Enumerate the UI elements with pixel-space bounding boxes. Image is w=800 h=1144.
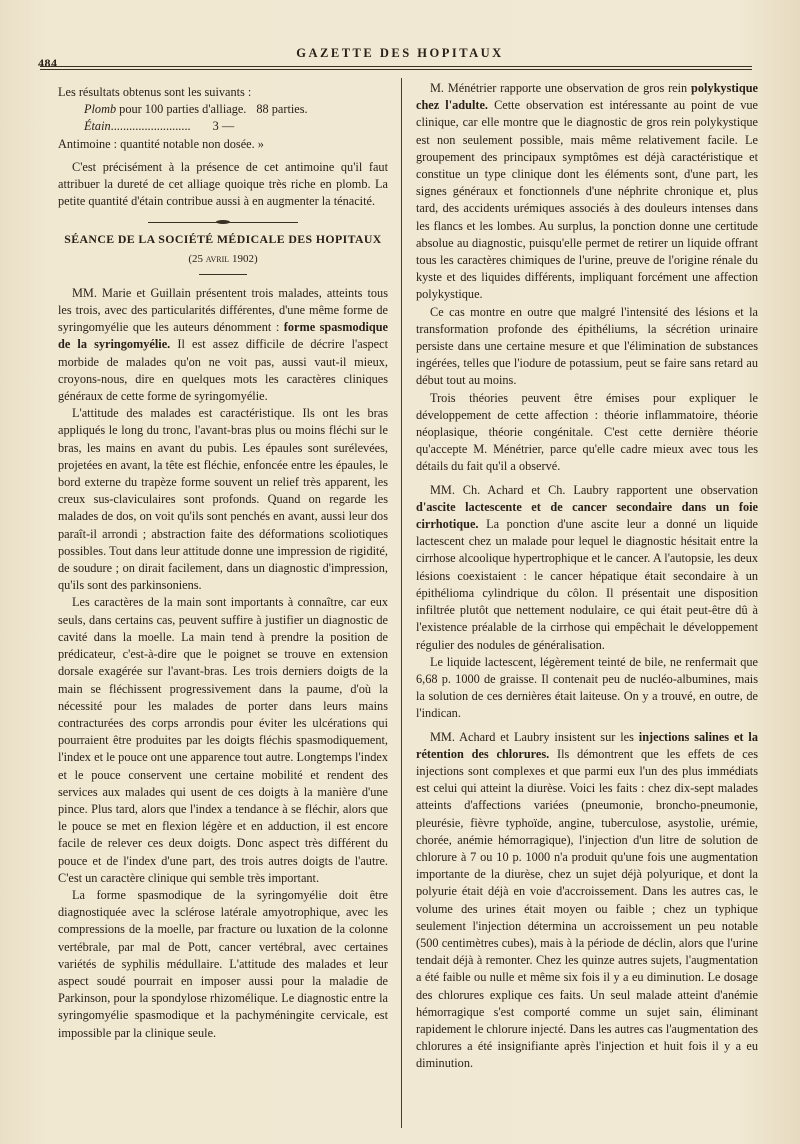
paragraph: C'est précisément à la présence de cet antimoine qu'il faut attribuer la dureté de cet alliage quoique très riche en plomb. La petite quantité d'étain contribue aussi à en augmenter la ténacité. [58, 159, 388, 209]
section-date: (25 avril 1902) [188, 252, 258, 265]
page-number: 484 [38, 56, 58, 70]
paragraph: M. Ménétrier rapporte une observation de gros rein polykystique chez l'adulte. Cette observation est intéressante au point de vue clinique, car elle montre que le diagnostic de gros rein polykystique est non seulement possible, mais même relativement facile. Le groupement des principaux symptômes est déjà caractéristique et constitue un type clinique dont les éléments sont, d'une part, les signes généraux et fonctionnels d'une néphrite chronique et, plus tard, des accidents urémiques associés à des douleurs intenses dans les flancs et les lombes. Au surplus, la ponction donne une certitude absolue au diagnostic, puisqu'elle permet de retirer un liquide offrant tous les caractères chimiques de l'urine, preuve de l'origine rénale du kyste et des liquides différents, impliquant forcément une affection polykystique. [416, 81, 758, 302]
paragraph: Antimoine : quantité notable non dosée. » [58, 136, 264, 151]
alloy-name: Étain [84, 119, 111, 134]
running-title: GAZETTE DES HOPITAUX [296, 46, 504, 60]
paragraph: MM. Ch. Achard et Ch. Laubry rapportent une observation d'ascite lactescente et de cancer secondaire dans un foie cirrhotique. La ponction d'une ascite leur a donné un liquide lactescent chez un malade pour lequel le diagnostic hésitait entre la cirrhose alcoolique hypertrophique et le cancer. A l'autopsie, les deux lésions coexistaient : le cancer hépatique était secondaire à un épithélioma cylindrique du côlon. Il présentait une disposition infiltrée plutôt que nettement nodulaire, ce qui était peut-être dû à l'existence préalable de la cirrhose qui empêchait le développement régulier des nodules de généralisation. [416, 482, 758, 652]
alloy-text: .......................... [110, 119, 191, 134]
alloy-text: pour 100 parties d'alliage. [116, 102, 247, 117]
paragraph: MM. Marie et Guillain présentent trois malades, atteints tous les trois, avec des particularités différentes, d'une même forme de syringomyélie que les auteurs dénomment : forme spasmodique de la syringomyélie. Il est assez difficile de décrire l'aspect morbide de malades qu'on ne voit pas, aussi vaut-il mieux, croyons-nous, dire en quelques mots les caractères cliniques généraux de cette forme de syringomyélie. [58, 285, 388, 404]
paragraph: La forme spasmodique de la syringomyélie doit être diagnostiquée avec la sclérose latérale amyotrophique, avec les compressions de la moelle, par fracture ou luxation de la colonne vertébrale, par mal de Pott, cancer vertébral, avec certaines variétés de syphilis médullaire. L'attitude des malades et leur aspect soudé pourrait en imposer aussi pour la maladie de Parkinson, pour la spondylose rhizomélique. Le diagnostic entre la syringomyélie spasmodique et la pachyméningite cervicale, est impossible par la clinique seule. [58, 887, 388, 1040]
paragraph: Les caractères de la main sont importants à connaître, car eux seuls, dans certains cas, peuvent suffire à justifier un diagnostic de cavité dans la moelle. La main tend à prendre la position de prédicateur, c'est-à-dire que le poignet se trouve en extension dorsale exagérée sur l'avant-bras. Les trois derniers doigts de la main se fléchissent progressivement dans la paume, d'où la nécessité pour les malades de porter dans leurs mains contracturées des corps arrondis pour éviter les ulcérations qui pourraient être produites par les doigts fléchis spasmodiquement, l'index et le pouce ont une apparence tout autre. Longtemps l'index et le pouce conservent une certaine mobilité et rendent des services aux malades qui usent de ces doigts à la manière d'une pince. Plus tard, alors que l'index a tendance à se fléchir, alors que le pouce se met en flexion légère et en adduction, il est encore facile de relever ces deux doigts. Donc aspect très différent du pouce et de l'index d'une part, des trois autres doigts de l'autre. C'est un caractère clinique qui semble très important. [58, 595, 388, 885]
paragraph: L'attitude des malades est caractéristique. Ils ont les bras appliqués le long du tronc, l'avant-bras plus ou moins fléchi sur le bras, les mains en avant du pubis. Les épaules sont surélevées, projetées en avant, la tête est fléchie, enfoncée entre les épaules, le bord externe du trapèze forme souvent un relief très apparent, les creux sus-claviculaires sont profonds. Quand on regarde les malades de dos, on voit qu'ils sont penchés en avant, aussi leur dos paraît-il arrondi ; abstraction faite des déformations scoliotiques possibles. Tout dans leur attitude donne une impression de rigidité, de soudure ; on dirait facilement, dans un diagnostic d'impression, qu'ils sont des parkinsoniens. [58, 406, 388, 593]
header-rule [40, 66, 752, 67]
section-title: SÉANCE DE LA SOCIÉTÉ MÉDICALE DES HOPITAUX [64, 232, 382, 247]
alloy-value: 3 — [212, 119, 235, 134]
column-divider [401, 78, 402, 1128]
alloy-line-lead [84, 101, 388, 118]
section-rule [199, 274, 247, 275]
right-column [416, 80, 758, 1073]
paragraph: Trois théories peuvent être émises pour expliquer le développement de cette affection : théorie inflammatoire, théorie néoplasique, théorie congénitale. C'est cette dernière théorie qu'accepte M. Ménétrier, parce qu'elle cadre mieux avec tous les détails du fait qu'il a observé. [416, 390, 758, 474]
alloy-value: 88 parties. [256, 102, 308, 117]
paragraph: Le liquide lactescent, légèrement teinté de bile, ne renfermait que 6,68 p. 1000 de graisse. Il contenait peu de nucléo-albumines, mais la solution de ces dernières était laiteuse. On y a trouvé, en outre, de l'indican. [416, 654, 758, 721]
alloy-name: Plomb [84, 102, 117, 117]
alloy-line-tin [84, 118, 388, 135]
section-separator-ornament [148, 222, 298, 223]
paragraph: MM. Achard et Laubry insistent sur les injections salines et la rétention des chlorures. Ils démontrent que les effets de ces injections sont complexes et que parmi eux l'un des plus immédiats est celui qui atteint la diurèse. Voici les faits : chez dix-sept malades atteints d'affections variées (pneumonie, broncho-pneumonie, pleurésie, fièvre typhoïde, angine, tuberculose, asystolie, urémie, chorée, anémie hémorragique), l'injection d'un litre de solution de chlorure à 7 ou 10 p. 1000 n'a produit qu'une fois une augmentation importante de la diurèse, chez un sujet déjà polyurique, et dont la polyurie était déjà en voie d'accroissement. Dans les autres cas, le volume des urines était moyen ou faible ; chez un typhique seulement l'injection détermina un accroissement un peu notable (500 centimètres cubes), mais à la période de déclin, alors que l'urine tendait déjà à remonter. Chez les quinze autres sujets, l'augmentation a été faible ou nulle et même six fois il y a eu diminution. Le dosage des chlorures explique ces faits. Un seul malade atteint d'anémie hémorragique s'est comporté comme un sujet sain, éliminant rapidement le chlorure injecté. Dans les autres cas l'augmentation des chlorures a été insignifiante après l'injection et huit fois il y a eu diminution. [416, 729, 758, 1071]
left-column [58, 84, 388, 1042]
paragraph: Ce cas montre en outre que malgré l'intensité des lésions et la transformation profonde des épithéliums, la sécrétion urinaire persiste dans une certaine mesure et que l'élimination de substances ingérées, telles que l'iodure de potassium, peut se faire sans retard au début tout au moins. [416, 304, 758, 388]
paragraph: Les résultats obtenus sont les suivants : [58, 85, 252, 99]
header-rule-thin [40, 69, 752, 70]
